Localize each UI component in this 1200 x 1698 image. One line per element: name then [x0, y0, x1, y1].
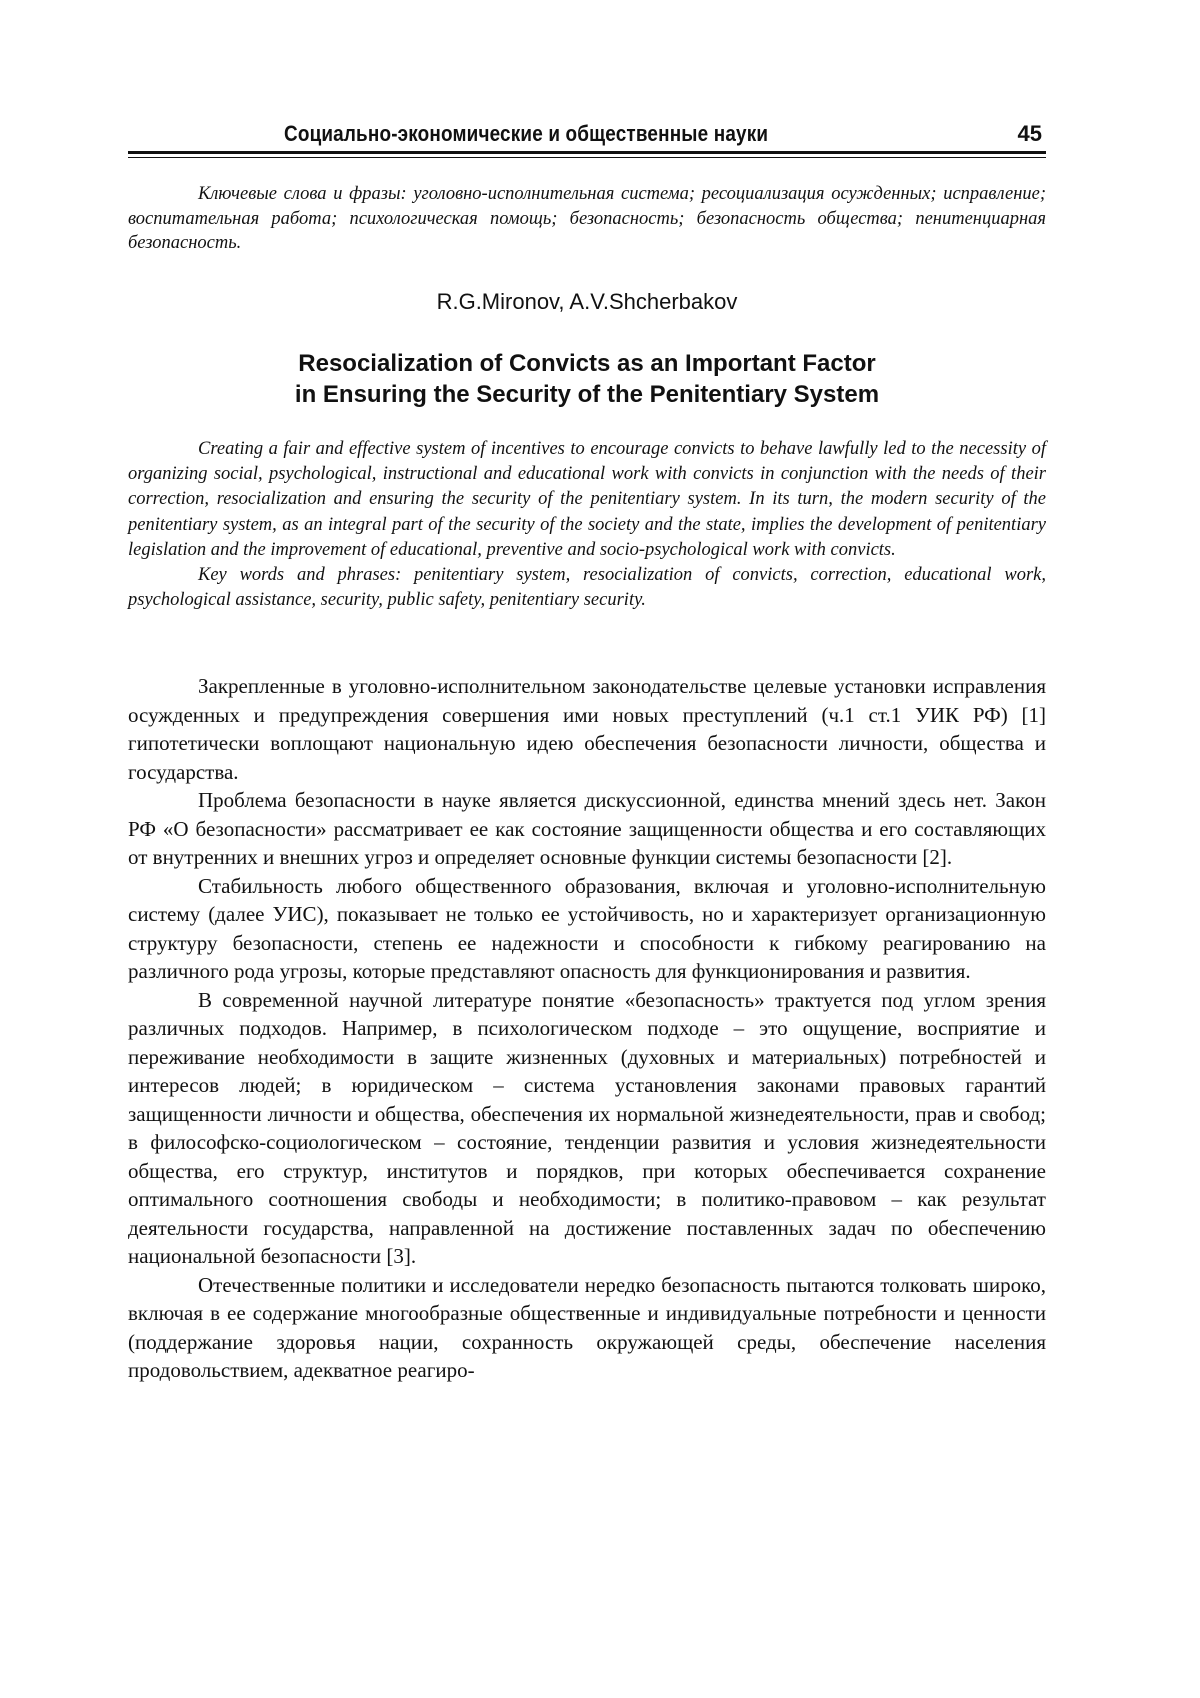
abstract-text: Creating a fair and effective system of incentives to encourage convicts to behave lawfully led to the necessity of organizing social, psychological, instructional and educational work with convicts in conjunction with the needs of their correction, resocialization and ensuring the security of the penitentiary system. In its turn, the modern security of the penitentiary system, as an integral part of the security of the society and the state, implies the development of penitentiary legislation and the improvement of educational, preventive and socio-psychological work with convicts.	[128, 439, 1046, 560]
header-rule-thin	[128, 157, 1046, 158]
article-body	[128, 672, 1046, 1385]
body-paragraph: Стабильность любого общественного образования, включая и уголовно-исполнительную систему (далее УИС), показывает не только ее устойчивость, но и характеризует организационную структуру безопасности, степень ее надежности и способности к гибкому реагированию на различного рода угрозы, которые представляют опасность для функционирования и развития.	[128, 873, 1046, 983]
body-paragraph: Проблема безопасности в науке является дискуссионной, единства мнений здесь нет. Закон РФ «О безопасности» рассматривает ее как состояние защищенности общества и его составляющих от внутренних и внешних угроз и определяет основные функции системы безопасности [2].	[128, 788, 1046, 869]
body-paragraph: Отечественные политики и исследователи нередко безопасность пытаются толковать широко, включая в ее содержание многообразные общественные и индивидуальные потребности и ценности (поддержание здоровья нации, сохранность окружающей среды, обеспечение населения продовольствием, адекватное реагиро-	[128, 1272, 1046, 1382]
article-title-line-1: Resocialization of Convicts as an Important Factor	[298, 350, 876, 377]
russian-keywords: Ключевые слова и фразы: уголовно-исполнительная система; ресоциализация осужденных; исправление; воспитательная работа; психологическая помощь; безопасность; безопасность общества; пенитенциарная безопасность.	[128, 184, 1046, 253]
article-authors: R.G.Mironov, A.V.Shcherbakov	[436, 289, 738, 314]
english-abstract	[128, 437, 1046, 613]
english-keywords: Key words and phrases: penitentiary system, resocialization of convicts, correction, educational work, psychological assistance, security, public safety, penitentiary security.	[128, 565, 1046, 611]
article-title-line-2: in Ensuring the Security of the Penitentiary System	[294, 381, 880, 408]
running-header	[128, 121, 1046, 151]
body-paragraph: В современной научной литературе понятие «безопасность» трактуется под углом зрения различных подходов. Например, в психологическом подходе – это ощущение, восприятие и переживание необходимости в защите жизненных (духовных и материальных) потребностей и интересов людей; в юридическом – система установления законами правовых гарантий защищенности личности и общества, обеспечения их нормальной жизнедеятельности, прав и свобод; в философско-социологическом – состояние, тенденции развития и условия жизнедеятельности общества, его структур, институтов и порядков, при которых обеспечивается сохранение оптимального соотношения свободы и необходимости; в политико-правовом – как результат деятельности государства, направленной на достижение поставленных задач по обеспечению национальной безопасности [3].	[128, 987, 1046, 1268]
running-title: Социально-экономические и общественные науки	[284, 121, 769, 146]
page-number: 45	[1017, 121, 1042, 146]
header-rule-thick	[128, 151, 1046, 154]
body-paragraph: Закрепленные в уголовно-исполнительном законодательстве целевые установки исправления осужденных и предупреждения совершения ими новых преступлений (ч.1 ст.1 УИК РФ) [1] гипотетически воплощают национальную идею обеспечения безопасности личности, общества и государства.	[128, 674, 1046, 784]
article-title	[128, 348, 1046, 410]
